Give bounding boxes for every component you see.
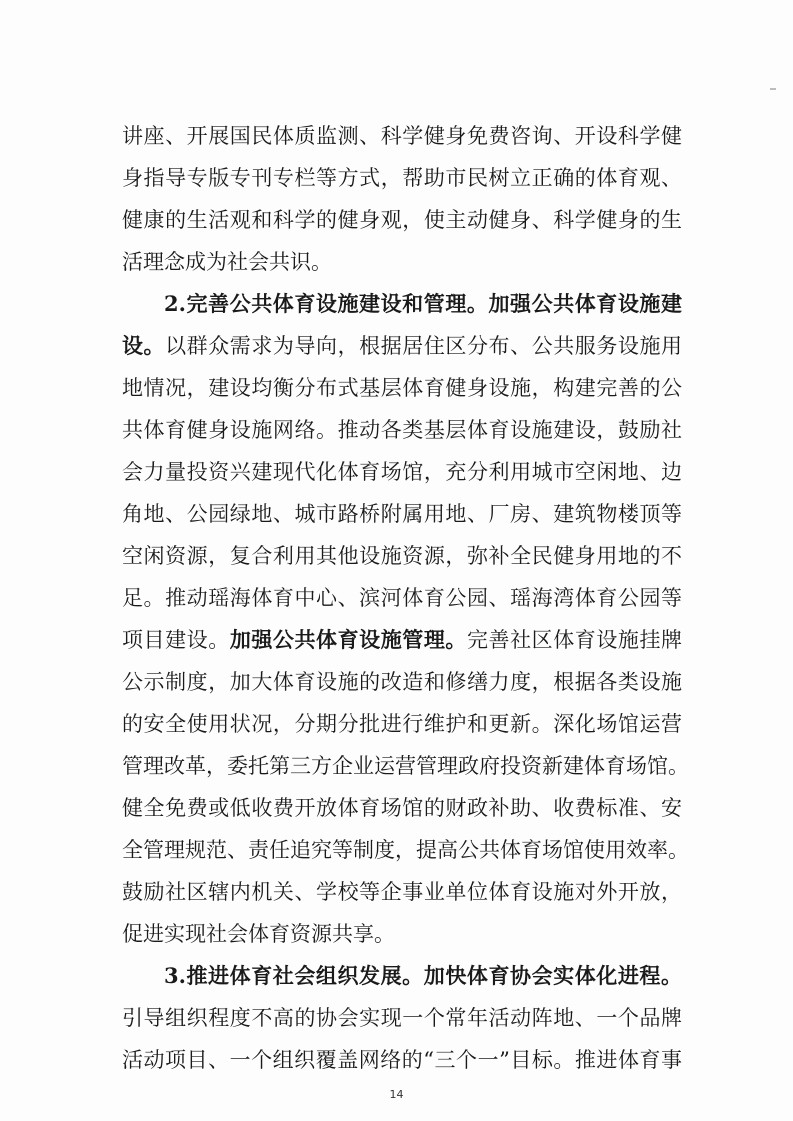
body-line: 公示制度，加大体育设施的改造和修缮力度，根据各类设施 xyxy=(122,670,682,694)
body-line: 活动项目、一个组织覆盖网络的“三个一”目标。推进体育事 xyxy=(122,1048,682,1072)
body-line: 促进实现社会体育资源共享。 xyxy=(122,922,395,946)
body-line: 活理念成为社会共识。 xyxy=(122,250,332,274)
body-line: 设。以群众需求为导向，根据居住区分布、公共服务设施用 xyxy=(122,333,683,358)
scan-edge-mark xyxy=(770,88,776,90)
body-line: 讲座、开展国民体质监测、科学健身免费咨询、开设科学健 xyxy=(122,124,682,148)
body-line: 健全免费或低收费开放体育场馆的财政补助、收费标准、安 xyxy=(122,796,682,820)
body-line: 健康的生活观和科学的健身观，使主动健身、科学健身的生 xyxy=(122,208,682,232)
section-heading-3: 3.推进体育社会组织发展。加快体育协会实体化进程。 xyxy=(164,963,682,988)
page-number: 14 xyxy=(389,1088,404,1101)
body-line: 项目建设。加强公共体育设施管理。完善社区体育设施挂牌 xyxy=(122,627,683,652)
body-line: 身指导专版专刊专栏等方式，帮助市民树立正确的体育观、 xyxy=(122,166,682,190)
body-line: 角地、公园绿地、城市路桥附属用地、厂房、建筑物楼顶等 xyxy=(122,502,682,526)
body-line: 足。推动瑶海体育中心、滨河体育公园、瑶海湾体育公园等 xyxy=(122,586,682,610)
body-line: 鼓励社区辖内机关、学校等企事业单位体育设施对外开放， xyxy=(122,880,682,904)
body-line: 全管理规范、责任追究等制度，提高公共体育场馆使用效率。 xyxy=(122,838,689,862)
body-line: 空闲资源，复合利用其他设施资源，弥补全民健身用地的不 xyxy=(122,544,682,568)
body-line: 的安全使用状况，分期分批进行维护和更新。深化场馆运营 xyxy=(122,712,682,736)
body-line: 会力量投资兴建现代化体育场馆，充分利用城市空闲地、边 xyxy=(122,460,682,484)
section-heading-2: 2.完善公共体育设施建设和管理。加强公共体育设施建 xyxy=(164,291,682,316)
body-line: 引导组织程度不高的协会实现一个常年活动阵地、一个品牌 xyxy=(122,1006,682,1030)
body-line: 管理改革，委托第三方企业运营管理政府投资新建体育场馆。 xyxy=(122,754,689,778)
body-line: 共体育健身设施网络。推动各类基层体育设施建设，鼓励社 xyxy=(122,418,682,442)
body-line: 地情况，建设均衡分布式基层体育健身设施，构建完善的公 xyxy=(122,376,682,400)
